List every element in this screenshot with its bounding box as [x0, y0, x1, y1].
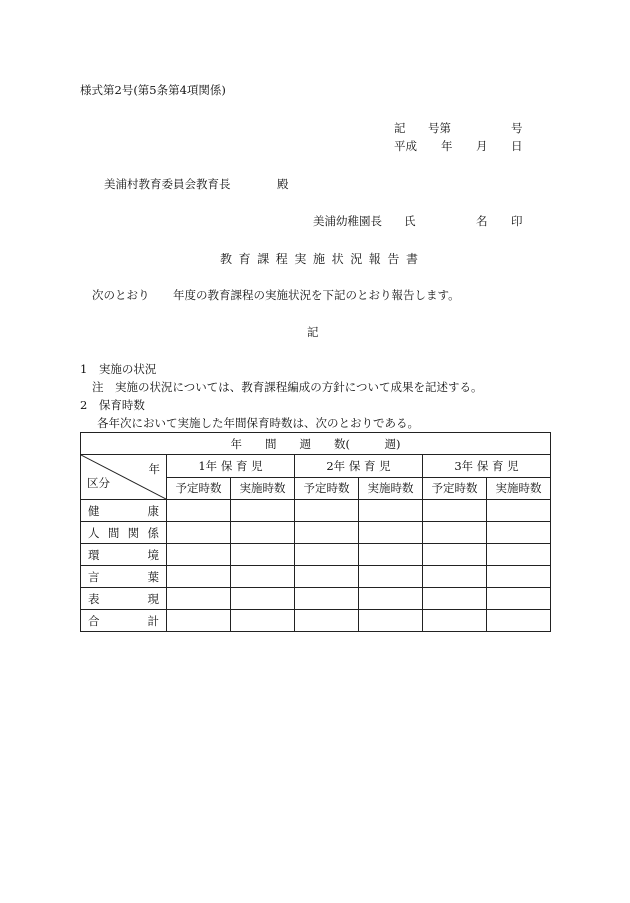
- record-number-label: 号第: [428, 121, 451, 135]
- row-label-health: 健康: [81, 500, 167, 522]
- date-year: 年: [441, 139, 453, 153]
- table-cell: [167, 610, 231, 632]
- date-era: 平成: [394, 139, 417, 153]
- section1-note: 注 実施の状況については、教育課程編成の方針について成果を記述する。: [92, 380, 483, 394]
- table-cell: [167, 566, 231, 588]
- section2-text: 各年次において実施した年間保育時数は、次のとおりである。: [97, 416, 419, 430]
- subheader-actual: 実施時数: [231, 477, 295, 500]
- table-corner-cell: [81, 455, 167, 500]
- row-label-relationships: 人間関係: [81, 522, 167, 544]
- table-cell: [295, 500, 359, 522]
- sender-seal: 印: [511, 214, 523, 228]
- table-row: [81, 566, 551, 588]
- row-label-total: 合計: [81, 610, 167, 632]
- table-cell: [359, 500, 423, 522]
- table-row: [81, 610, 551, 632]
- table-cell: [231, 566, 295, 588]
- table-cell: [423, 522, 487, 544]
- subheader-actual: 実施時数: [487, 477, 551, 500]
- addressee-honorific: 殿: [277, 177, 289, 191]
- table-cell: [295, 566, 359, 588]
- year-header-2: 2年 保 育 児: [295, 455, 423, 478]
- addressee-name: 美浦村教育委員会教育長: [104, 177, 231, 191]
- subheader-planned: 予定時数: [167, 477, 231, 500]
- corner-category-label: 区分: [87, 476, 110, 490]
- table-row: [81, 544, 551, 566]
- table-cell: [423, 544, 487, 566]
- table-row: [81, 522, 551, 544]
- table-cell: [167, 544, 231, 566]
- table-row: [81, 500, 551, 522]
- table-cell: [423, 566, 487, 588]
- table-cell: [295, 522, 359, 544]
- table-cell: [231, 500, 295, 522]
- table-cell: [167, 588, 231, 610]
- date-month: 月: [476, 139, 488, 153]
- intro-text: 年度の教育課程の実施状況を下記のとおり報告します。: [173, 288, 460, 302]
- hours-table: [80, 432, 551, 632]
- table-cell: [231, 522, 295, 544]
- table-cell: [423, 500, 487, 522]
- table-cell: [359, 522, 423, 544]
- table-cell: [359, 544, 423, 566]
- form-number: 様式第2号(第5条第4項関係): [80, 83, 226, 97]
- table-cell: [487, 500, 551, 522]
- ki-center: 記: [307, 325, 319, 339]
- section1-heading: 1 実施の状況: [80, 362, 157, 376]
- sender-mei: 名: [476, 214, 488, 228]
- date-day: 日: [511, 139, 523, 153]
- table-cell: [359, 588, 423, 610]
- table-cell: [295, 610, 359, 632]
- table-cell: [487, 588, 551, 610]
- row-label-expression: 表現: [81, 588, 167, 610]
- table-cell: [487, 566, 551, 588]
- table-cell: [231, 544, 295, 566]
- year-header-3: 3年 保 育 児: [423, 455, 551, 478]
- row-label-environment: 環境: [81, 544, 167, 566]
- year-header-1: 1年 保 育 児: [167, 455, 295, 478]
- table-cell: [487, 522, 551, 544]
- table-cell: [423, 588, 487, 610]
- subheader-actual: 実施時数: [359, 477, 423, 500]
- table-cell: [487, 544, 551, 566]
- weeks-header: 年 間 週 数( 週): [81, 433, 551, 455]
- document-title: 教育課程実施状況報告書: [220, 252, 425, 266]
- table-cell: [167, 522, 231, 544]
- row-label-language: 言葉: [81, 566, 167, 588]
- intro-lead: 次のとおり: [92, 288, 150, 302]
- table-cell: [295, 588, 359, 610]
- record-go-label: 号: [511, 121, 523, 135]
- subheader-planned: 予定時数: [295, 477, 359, 500]
- table-cell: [359, 566, 423, 588]
- table-cell: [423, 610, 487, 632]
- section2-heading: 2 保育時数: [80, 398, 145, 412]
- sender-title: 美浦幼稚園長: [313, 214, 382, 228]
- table-cell: [167, 500, 231, 522]
- table-cell: [231, 610, 295, 632]
- table-cell: [231, 588, 295, 610]
- sender-shi: 氏: [404, 214, 416, 228]
- record-ki-label: 記: [394, 121, 406, 135]
- table-cell: [295, 544, 359, 566]
- corner-year-label: 年: [148, 462, 160, 476]
- subheader-planned: 予定時数: [423, 477, 487, 500]
- table-row: [81, 588, 551, 610]
- table-cell: [487, 610, 551, 632]
- table-cell: [359, 610, 423, 632]
